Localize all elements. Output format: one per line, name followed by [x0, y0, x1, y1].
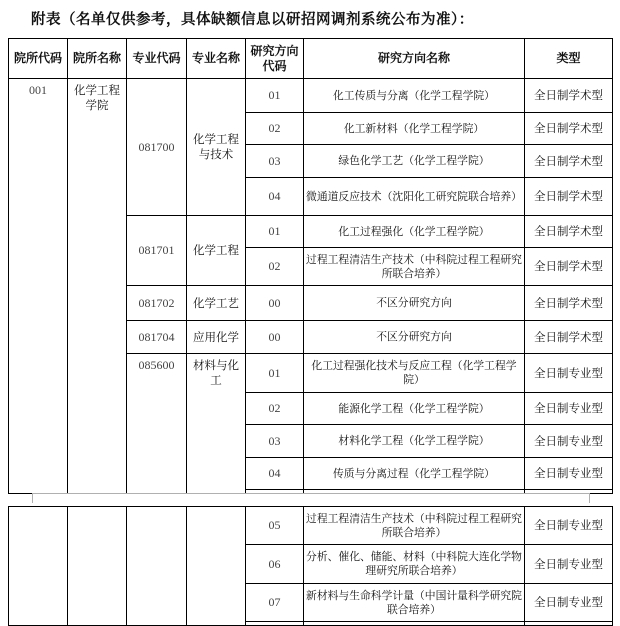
direction-code: 02 — [246, 248, 304, 286]
header-major-name: 专业名称 — [187, 39, 246, 79]
table-header — [9, 39, 613, 79]
major-code: 081702 — [127, 286, 187, 321]
direction-name: 化工传质与分离（化学工程学院） — [304, 79, 525, 113]
direction-code: 01 — [246, 354, 304, 393]
page-title: 附表（名单仅供参考，具体缺额信息以研招网调剂系统公布为准）： — [31, 12, 474, 28]
direction-code: 03 — [246, 425, 304, 458]
page-break-tick — [32, 493, 33, 503]
direction-code: 02 — [246, 393, 304, 425]
direction-name: 分析、催化、储能、材料（中科院大连化学物理研究所联合培养） — [304, 545, 525, 584]
direction-code: 05 — [246, 507, 304, 545]
header-major-code: 专业代码 — [127, 39, 187, 79]
major-name: 应用化学 — [187, 321, 246, 354]
direction-code: 06 — [246, 545, 304, 584]
major-code: 085600 — [127, 354, 187, 494]
direction-name: 不区分研究方向 — [304, 286, 525, 321]
direction-name: 化工过程强化技术与反应工程（化学工程学院） — [304, 354, 525, 393]
direction-code: 01 — [246, 79, 304, 113]
program-type: 全日制学术型 — [525, 286, 613, 321]
major-name: 材料与化工 — [187, 354, 246, 494]
direction-code: 04 — [246, 178, 304, 216]
page-break-tick — [589, 493, 590, 503]
direction-name: 过程工程清洁生产技术（中科院过程工程研究所联合培养） — [304, 248, 525, 286]
direction-name: 传质与分离过程（化学工程学院） — [304, 458, 525, 490]
program-type: 全日制专业型 — [525, 584, 613, 622]
header-school-name: 院所名称 — [68, 39, 127, 79]
direction-code: 01 — [246, 216, 304, 248]
header-type: 类型 — [525, 39, 613, 79]
program-type: 全日制学术型 — [525, 248, 613, 286]
program-type: 全日制学术型 — [525, 321, 613, 354]
header-direction-code: 研究方向代码 — [246, 39, 304, 79]
direction-name: 化工过程强化（化学工程学院） — [304, 216, 525, 248]
direction-code: 04 — [246, 458, 304, 490]
major-code: 081704 — [127, 321, 187, 354]
direction-name: 能源化学工程（化学工程学院） — [304, 393, 525, 425]
header-school-code: 院所代码 — [9, 39, 68, 79]
program-table — [8, 38, 613, 494]
direction-code: 07 — [246, 584, 304, 622]
program-type: 全日制学术型 — [525, 145, 613, 178]
direction-name: 微通道反应技术（沈阳化工研究院联合培养） — [304, 178, 525, 216]
school-code: 001 — [9, 79, 68, 494]
table-row — [9, 507, 613, 545]
direction-name: 不区分研究方向 — [304, 321, 525, 354]
program-type: 全日制专业型 — [525, 507, 613, 545]
program-type: 全日制学术型 — [525, 113, 613, 145]
program-type: 全日制学术型 — [525, 216, 613, 248]
major-name: 化学工程与技术 — [187, 79, 246, 216]
program-type: 全日制专业型 — [525, 458, 613, 490]
direction-code: 02 — [246, 113, 304, 145]
major-code: 081701 — [127, 216, 187, 286]
direction-name: 过程工程清洁生产技术（中科院过程工程研究所联合培养） — [304, 507, 525, 545]
direction-name: 化工新材料（化学工程学院） — [304, 113, 525, 145]
direction-code: 00 — [246, 286, 304, 321]
direction-name: 材料化学工程（化学工程学院） — [304, 425, 525, 458]
table-row — [9, 79, 613, 113]
program-type: 全日制学术型 — [525, 178, 613, 216]
program-type: 全日制专业型 — [525, 425, 613, 458]
direction-name: 新材料与生命科学计量（中国计量科学研究院联合培养） — [304, 584, 525, 622]
program-type: 全日制专业型 — [525, 393, 613, 425]
page-break-line — [32, 493, 589, 494]
direction-code: 03 — [246, 145, 304, 178]
program-type: 全日制专业型 — [525, 354, 613, 393]
major-name: 化学工艺 — [187, 286, 246, 321]
school-name: 化学工程学院 — [68, 79, 127, 494]
major-name: 化学工程 — [187, 216, 246, 286]
major-code: 081700 — [127, 79, 187, 216]
program-table-continued — [8, 506, 613, 626]
direction-code: 00 — [246, 321, 304, 354]
program-type: 全日制专业型 — [525, 545, 613, 584]
direction-name: 绿色化学工艺（化学工程学院） — [304, 145, 525, 178]
header-direction-name: 研究方向名称 — [304, 39, 525, 79]
program-type: 全日制学术型 — [525, 79, 613, 113]
